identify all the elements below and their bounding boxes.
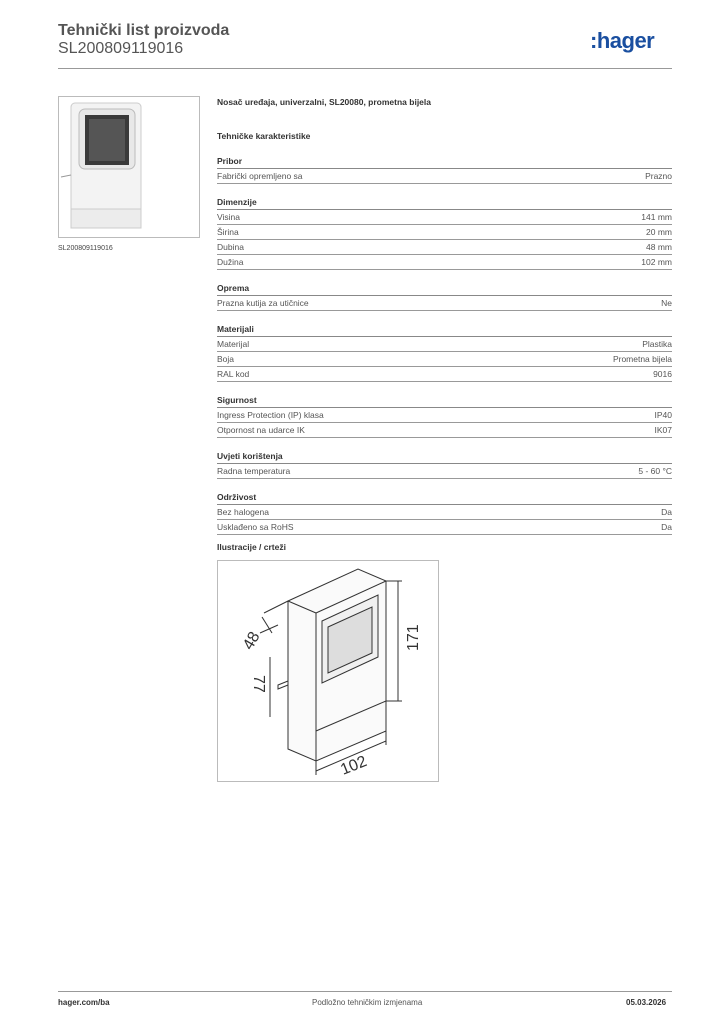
spec-section bbox=[217, 282, 672, 311]
dim-offset: 77 bbox=[250, 675, 267, 693]
logo-prefix: : bbox=[590, 28, 597, 53]
dim-depth: 48 bbox=[239, 629, 264, 653]
spec-section bbox=[217, 323, 672, 382]
spec-label: Širina bbox=[217, 227, 239, 237]
section-title: Oprema bbox=[217, 282, 672, 296]
spec-row bbox=[217, 367, 672, 382]
spec-value: Ne bbox=[661, 298, 672, 308]
spec-section bbox=[217, 450, 672, 479]
spec-section bbox=[217, 196, 672, 270]
spec-label: Boja bbox=[217, 354, 235, 364]
illustration-box bbox=[217, 560, 439, 782]
spec-value: 102 mm bbox=[641, 257, 672, 267]
spec-label: Otpornost na udarce IK bbox=[217, 425, 305, 435]
header-divider bbox=[58, 68, 672, 69]
section-title: Materijali bbox=[217, 323, 672, 337]
page-title: Tehnički list proizvoda bbox=[58, 22, 230, 39]
spec-row bbox=[217, 408, 672, 423]
hager-logo[interactable] bbox=[590, 28, 654, 54]
spec-label: Prazna kutija za utičnice bbox=[217, 298, 309, 308]
spec-label: Bez halogena bbox=[217, 507, 269, 517]
spec-value: Da bbox=[661, 522, 672, 532]
spec-label: Visina bbox=[217, 212, 240, 222]
spec-value: Da bbox=[661, 507, 672, 517]
section-title: Pribor bbox=[217, 155, 672, 169]
product-name: Nosač uređaja, univerzalni, SL20080, prometna bijela bbox=[217, 97, 431, 107]
spec-row bbox=[217, 210, 672, 225]
spec-label: Fabrički opremljeno sa bbox=[217, 171, 303, 181]
spec-label: Materijal bbox=[217, 339, 250, 349]
section-title: Sigurnost bbox=[217, 394, 672, 408]
spec-row bbox=[217, 464, 672, 479]
spec-row bbox=[217, 169, 672, 184]
footer-divider bbox=[58, 991, 672, 992]
thumbnail-caption: SL200809119016 bbox=[58, 245, 113, 252]
logo-text: hager bbox=[596, 28, 655, 53]
spec-label: Usklađeno sa RoHS bbox=[217, 522, 294, 532]
spec-value: Plastika bbox=[642, 339, 672, 349]
dim-length: 102 bbox=[338, 753, 370, 779]
product-thumbnail bbox=[58, 96, 200, 238]
spec-value: 9016 bbox=[653, 369, 672, 379]
spec-value: 141 mm bbox=[641, 212, 672, 222]
spec-value: 20 mm bbox=[646, 227, 672, 237]
spec-label: Dužina bbox=[217, 257, 244, 267]
spec-section bbox=[217, 155, 672, 184]
spec-label: Ingress Protection (IP) klasa bbox=[217, 410, 324, 420]
spec-row bbox=[217, 240, 672, 255]
spec-row bbox=[217, 225, 672, 240]
section-title: Dimenzije bbox=[217, 196, 672, 210]
spec-label: Radna temperatura bbox=[217, 466, 291, 476]
spec-label: RAL kod bbox=[217, 369, 250, 379]
spec-row bbox=[217, 296, 672, 311]
spec-row bbox=[217, 337, 672, 352]
spec-label: Dubina bbox=[217, 242, 244, 252]
spec-row bbox=[217, 255, 672, 270]
spec-value: 5 - 60 °C bbox=[638, 466, 672, 476]
spec-value: Prazno bbox=[645, 171, 672, 181]
footer-disclaimer: Podložno tehničkim izmjenama bbox=[312, 998, 423, 1007]
section-title: Održivost bbox=[217, 491, 672, 505]
spec-value: Prometna bijela bbox=[612, 354, 672, 364]
product-code: SL200809119016 bbox=[58, 40, 184, 57]
footer-date: 05.03.2026 bbox=[626, 998, 667, 1007]
dim-height: 171 bbox=[405, 624, 422, 651]
spec-section bbox=[217, 491, 672, 535]
spec-row bbox=[217, 352, 672, 367]
tech-heading: Tehničke karakteristike bbox=[217, 131, 311, 141]
spec-sections bbox=[217, 155, 672, 547]
spec-row bbox=[217, 423, 672, 438]
spec-value: IK07 bbox=[654, 425, 672, 435]
product-image bbox=[59, 97, 199, 237]
spec-value: 48 mm bbox=[646, 242, 672, 252]
section-title: Uvjeti korištenja bbox=[217, 450, 672, 464]
illustration-title: Ilustracije / crteži bbox=[217, 542, 286, 552]
spec-section bbox=[217, 394, 672, 438]
spec-row bbox=[217, 505, 672, 520]
spec-row bbox=[217, 520, 672, 535]
spec-value: IP40 bbox=[654, 410, 672, 420]
footer-website-link[interactable]: hager.com/ba bbox=[58, 998, 110, 1007]
dimension-drawing bbox=[218, 561, 438, 781]
